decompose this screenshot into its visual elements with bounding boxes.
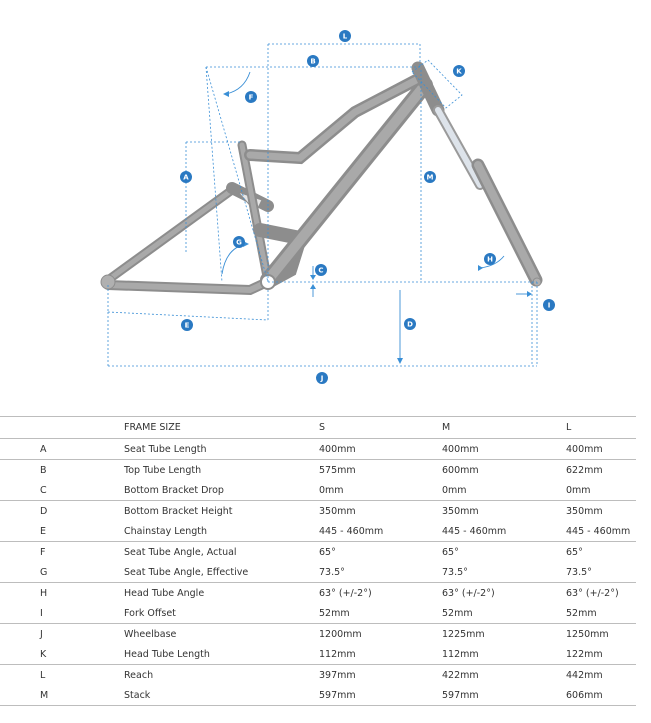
row-value-l: 442mm xyxy=(566,665,636,686)
row-value-s: 63° (+/-2°) xyxy=(319,583,442,604)
table-row xyxy=(0,685,636,706)
svg-text:M: M xyxy=(426,173,434,182)
row-name: Head Tube Angle xyxy=(124,583,319,604)
table-row xyxy=(0,644,636,665)
row-value-m: 445 - 460mm xyxy=(442,525,507,537)
row-letter: I xyxy=(40,607,43,619)
table-row xyxy=(0,542,636,563)
row-value-l: 0mm xyxy=(566,484,591,496)
table-row xyxy=(0,624,636,645)
header-size-l: L xyxy=(566,417,636,439)
row-value-s: 1200mm xyxy=(319,624,442,645)
row-name: Chainstay Length xyxy=(124,525,208,537)
row-value-m: 1225mm xyxy=(442,624,566,645)
row-value-s: 0mm xyxy=(319,484,344,496)
row-value-m: 63° (+/-2°) xyxy=(442,583,566,604)
row-value-s: 397mm xyxy=(319,665,442,686)
dimension-badge-C xyxy=(315,264,327,276)
row-value-s: 112mm xyxy=(319,648,356,660)
row-value-s: 597mm xyxy=(319,685,442,706)
row-value-m: 400mm xyxy=(442,439,566,460)
row-value-l: 122mm xyxy=(566,648,603,660)
svg-text:A: A xyxy=(183,173,189,182)
row-value-l: 400mm xyxy=(566,439,636,460)
table-row xyxy=(0,439,636,460)
row-value-m: 52mm xyxy=(442,607,473,619)
svg-text:G: G xyxy=(236,238,242,247)
row-name: Bottom Bracket Drop xyxy=(124,484,224,496)
row-value-l: 622mm xyxy=(566,460,636,481)
dimension-badge-K xyxy=(453,65,465,77)
row-value-s: 445 - 460mm xyxy=(319,525,384,537)
row-letter: F xyxy=(0,542,124,563)
dimension-badge-D xyxy=(404,318,416,330)
svg-text:K: K xyxy=(456,67,462,76)
dimension-badge-I xyxy=(543,299,555,311)
table-row xyxy=(0,501,636,522)
dimension-badge-G xyxy=(233,236,245,248)
row-value-s: 575mm xyxy=(319,460,442,481)
row-value-l: 350mm xyxy=(566,501,636,522)
row-letter: L xyxy=(0,665,124,686)
row-value-s: 65° xyxy=(319,542,442,563)
svg-text:F: F xyxy=(248,93,254,102)
row-letter: D xyxy=(0,501,124,522)
row-value-l: 606mm xyxy=(566,685,636,706)
svg-text:H: H xyxy=(487,255,493,264)
dimension-badge-E xyxy=(181,319,193,331)
geometry-table-body xyxy=(0,417,636,706)
table-row xyxy=(0,603,636,624)
dimension-badge-M xyxy=(424,171,436,183)
row-value-m: 350mm xyxy=(442,501,566,522)
row-name: Seat Tube Length xyxy=(124,439,319,460)
table-row xyxy=(0,562,636,583)
dimension-badge-L xyxy=(339,30,351,42)
svg-text:D: D xyxy=(407,320,413,329)
table-row xyxy=(0,480,636,501)
svg-text:I: I xyxy=(547,301,551,310)
dimension-badge-B xyxy=(307,55,319,67)
row-name: Bottom Bracket Height xyxy=(124,501,319,522)
row-name: Fork Offset xyxy=(124,607,176,619)
dimension-badge-F xyxy=(245,91,257,103)
row-value-s: 73.5° xyxy=(319,566,345,578)
row-letter: K xyxy=(40,648,47,660)
row-name: Top Tube Length xyxy=(124,460,319,481)
row-name: Seat Tube Angle, Actual xyxy=(124,542,319,563)
table-row xyxy=(0,583,636,604)
table-row xyxy=(0,665,636,686)
row-name: Head Tube Length xyxy=(124,648,210,660)
dimension-badge-H xyxy=(484,253,496,265)
frame-geometry-table xyxy=(0,416,636,706)
table-row xyxy=(0,521,636,542)
row-value-m: 0mm xyxy=(442,484,467,496)
header-letter xyxy=(0,417,124,439)
row-value-s: 350mm xyxy=(319,501,442,522)
row-value-l: 73.5° xyxy=(566,566,592,578)
row-value-l: 52mm xyxy=(566,607,597,619)
row-value-l: 65° xyxy=(566,542,636,563)
row-letter: B xyxy=(0,460,124,481)
row-value-l: 1250mm xyxy=(566,624,636,645)
row-value-m: 73.5° xyxy=(442,566,468,578)
row-value-m: 112mm xyxy=(442,648,479,660)
row-letter: G xyxy=(40,566,48,578)
row-value-l: 445 - 460mm xyxy=(566,525,631,537)
row-letter: E xyxy=(40,525,47,537)
dimension-badge-J xyxy=(316,372,328,384)
row-value-l: 63° (+/-2°) xyxy=(566,583,636,604)
table-header-row xyxy=(0,417,636,439)
row-name: Reach xyxy=(124,665,319,686)
row-value-m: 422mm xyxy=(442,665,566,686)
svg-text:L: L xyxy=(342,32,348,41)
header-size-s: S xyxy=(319,417,442,439)
header-frame-size: FRAME SIZE xyxy=(124,417,319,439)
row-value-s: 400mm xyxy=(319,439,442,460)
bike-frame xyxy=(101,68,541,290)
row-name: Stack xyxy=(124,685,319,706)
row-name: Seat Tube Angle, Effective xyxy=(124,566,249,578)
header-size-m: M xyxy=(442,417,566,439)
row-letter: J xyxy=(0,624,124,645)
dimension-badge-A xyxy=(180,171,192,183)
svg-text:C: C xyxy=(318,266,324,275)
svg-text:B: B xyxy=(310,57,316,66)
row-value-m: 600mm xyxy=(442,460,566,481)
svg-text:J: J xyxy=(320,374,324,383)
row-letter: A xyxy=(0,439,124,460)
row-letter: M xyxy=(0,685,124,706)
row-letter: H xyxy=(0,583,124,604)
row-letter: C xyxy=(40,484,47,496)
row-value-m: 597mm xyxy=(442,685,566,706)
row-value-s: 52mm xyxy=(319,607,350,619)
table-row xyxy=(0,460,636,481)
row-value-m: 65° xyxy=(442,542,566,563)
svg-text:E: E xyxy=(184,321,190,330)
row-name: Wheelbase xyxy=(124,624,319,645)
